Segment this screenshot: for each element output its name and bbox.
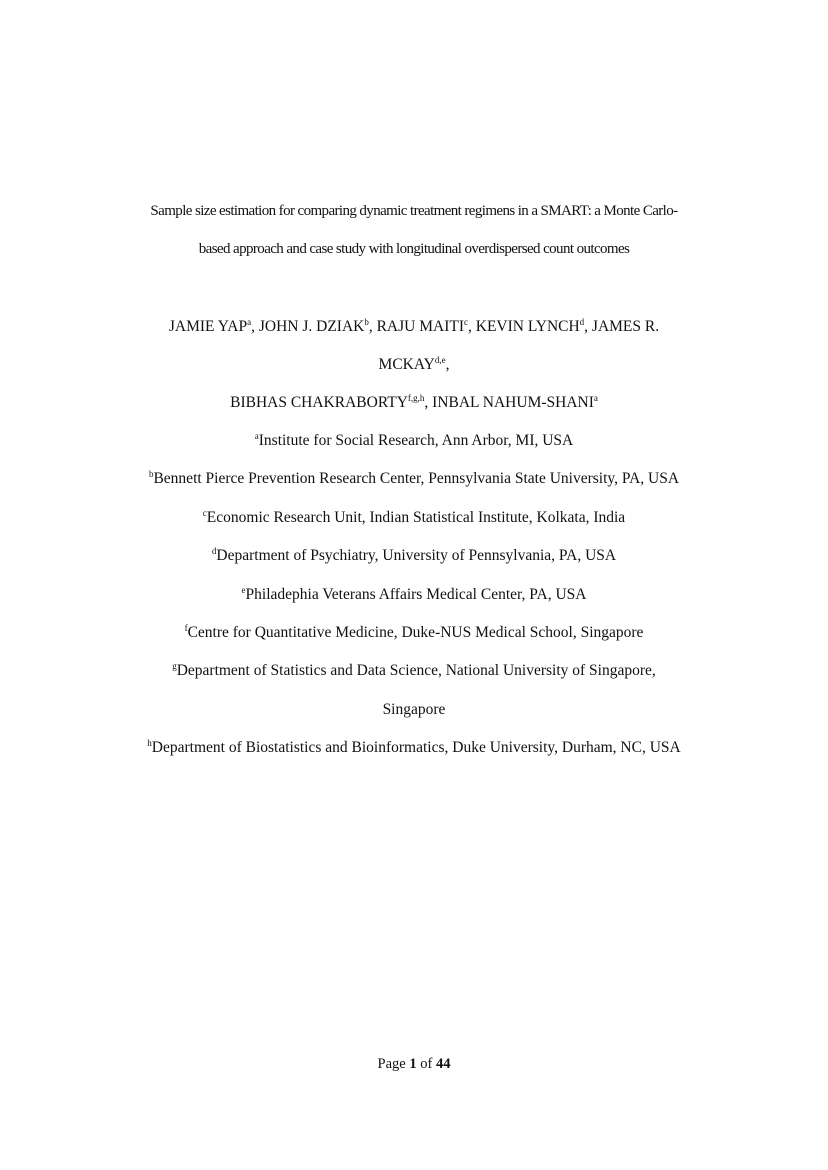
affiliation-text: Department of Biostatistics and Bioinformatics, Duke University, Durham, NC, USA	[151, 739, 681, 756]
affiliation-b	[0, 470, 828, 488]
affiliation-mark: b	[148, 469, 154, 479]
affiliation-mark: g	[172, 661, 177, 671]
affiliation-mark: h	[147, 738, 152, 748]
affiliation-g	[0, 662, 828, 680]
paper-title-line-2: based approach and case study with longitudinal overdispersed count outcomes	[198, 241, 630, 257]
affiliation-f	[0, 624, 828, 642]
author-affiliation-mark: b	[364, 317, 369, 327]
affiliation-mark: a	[254, 431, 259, 441]
affiliation-a	[0, 432, 828, 450]
author-name: INBAL NAHUM-SHANI	[432, 394, 594, 411]
author-separator: ,	[584, 318, 592, 335]
affiliation-mark: e	[241, 585, 246, 595]
author-name: JAMIE YAP	[168, 318, 248, 335]
author-separator: ,	[424, 394, 433, 411]
author-affiliation-mark: a	[247, 317, 252, 327]
page-of-label: of	[420, 1056, 433, 1072]
author-separator: ,	[368, 318, 377, 335]
affiliation-e	[0, 586, 828, 604]
affiliation-text: Philadephia Veterans Affairs Medical Center, PA, USA	[245, 586, 587, 603]
author-name: KEVIN LYNCH	[475, 318, 580, 335]
author-separator: ,	[445, 356, 450, 373]
affiliation-h	[0, 739, 828, 757]
author-separator: ,	[251, 318, 259, 335]
page-number-footer	[0, 1056, 828, 1073]
affiliation-text: Centre for Quantitative Medicine, Duke-NUS Medical School, Singapore	[187, 624, 644, 641]
page-label: Page	[377, 1056, 406, 1072]
author-name: BIBHAS CHAKRABORTY	[230, 394, 408, 411]
author-name: MCKAY	[378, 356, 435, 373]
author-line-1	[0, 318, 828, 336]
author-affiliation-mark: c	[464, 317, 468, 327]
current-page-number: 1	[409, 1056, 417, 1072]
affiliation-c	[0, 509, 828, 527]
affiliation-mark: c	[202, 508, 207, 518]
paper-title-line-1: Sample size estimation for comparing dynamic treatment regimens in a SMART: a Monte Carlo-	[150, 203, 678, 219]
author-affiliation-mark: d	[579, 317, 585, 327]
affiliation-text: Institute for Social Research, Ann Arbor, MI, USA	[258, 432, 574, 449]
affiliation-text: Department of Psychiatry, University of Pennsylvania, PA, USA	[216, 547, 617, 564]
affiliation-text: Bennett Pierce Prevention Research Center, Pennsylvania State University, PA, USA	[153, 470, 680, 487]
affiliation-mark: f	[184, 623, 188, 633]
affiliation-mark: d	[211, 546, 217, 556]
affiliation-g-continued	[0, 701, 828, 719]
author-affiliation-mark: a	[593, 393, 598, 403]
author-name: JOHN J. DZIAK	[258, 318, 365, 335]
author-affiliation-mark: f,g,h	[407, 393, 425, 403]
affiliation-d	[0, 547, 828, 565]
author-separator: ,	[468, 318, 476, 335]
total-page-count: 44	[435, 1056, 451, 1072]
author-name: RAJU MAITI	[376, 318, 464, 335]
author-affiliation-mark: d,e	[434, 355, 446, 365]
author-line-2	[0, 356, 828, 374]
affiliation-text: Singapore	[382, 701, 446, 718]
affiliation-text: Economic Research Unit, Indian Statistical Institute, Kolkata, India	[206, 509, 626, 526]
author-name: JAMES R.	[591, 318, 660, 335]
author-line-3	[0, 394, 828, 412]
affiliation-text: Department of Statistics and Data Science, National University of Singapore,	[176, 662, 656, 679]
